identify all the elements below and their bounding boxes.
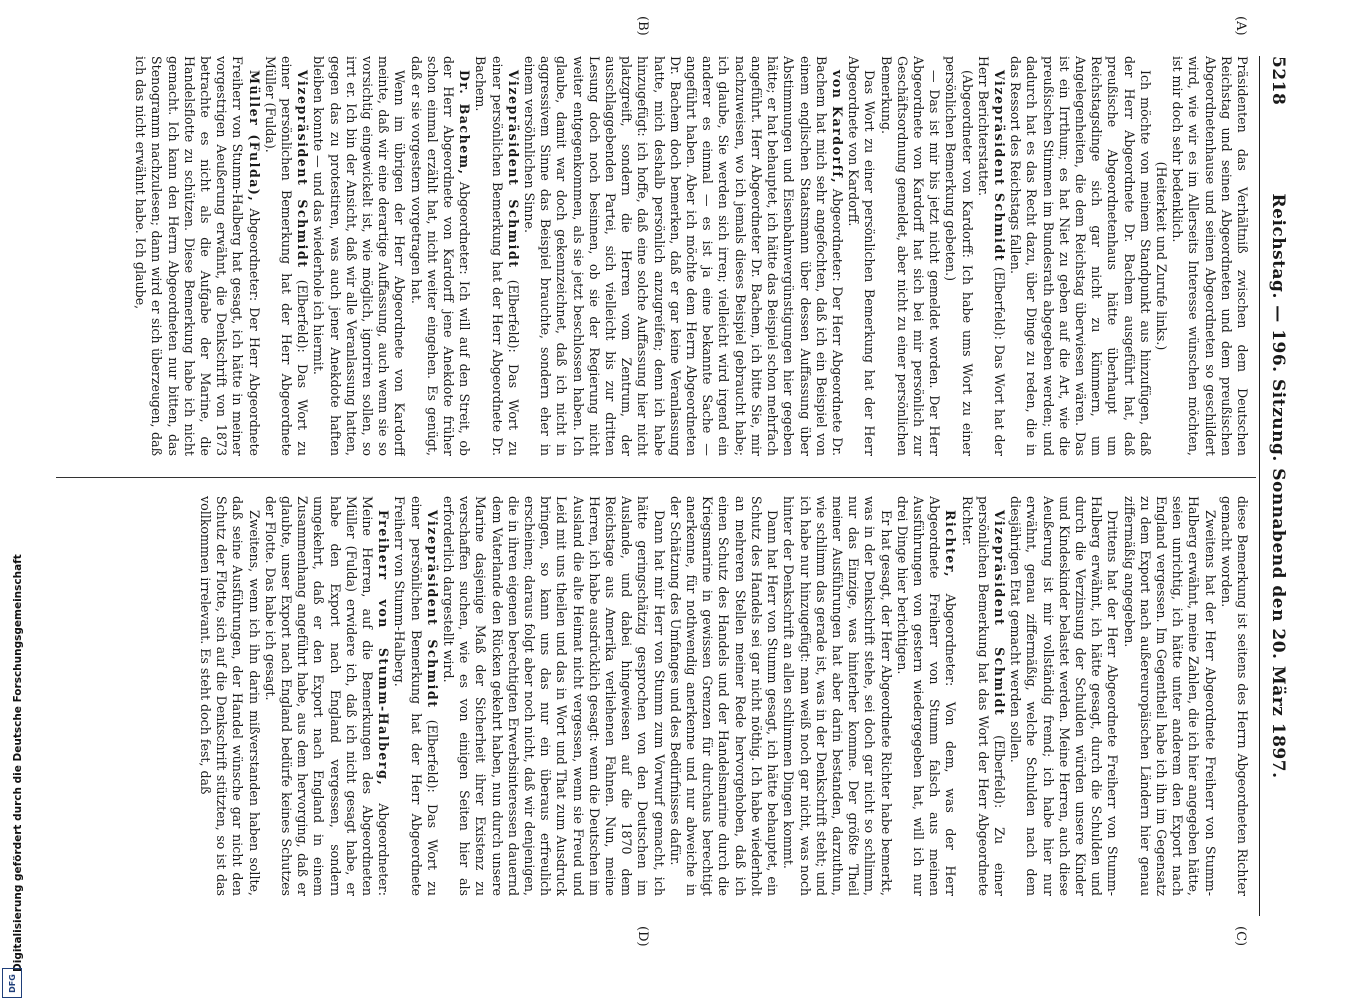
speech-text: Abgeordneter: Der Herr Abgeordnete Dr. Bachem hat mich sehr angefochten, daß ich ein Beispiel von einem englischen Staatsmann über dessen Auffassung über Abstimmungen und Eisenbahnvergünstigungen hier gegeben hätte; er hat behauptet, ich hätte das Beispiel schon mehrfach angeführt. Herr Abgeordneter Dr. Bachem, ich bitte Sie, mir nachzuweisen, wo ich jemals dieses Beispiel gebraucht habe; ich glaube, Sie werden sich irren; vielleicht wird irgend ein anderer es einmal — es ist ja eine bekannte Sache — angeführt haben. Aber ich möchte dem Herrn Abgeordneten Dr. Bachem doch bemerken, daß er gar keine Veranlassung hatte, mich deshalb persönlich anzugreifen; denn ich habe hinzugefügt: ich hoffe, daß eine solche Auffassung hier nicht platzgreift, sondern die Herren vom Zentrum, der ausschlaggebenden Partei, sich vielleicht bis zur dritten Lesung doch noch besinnen, ob sie der Regierung nicht weiter entgegenkommen, als sie jetzt beschlossen haben. Ich glaube, damit war doch gekennzeichnet, daß ich nicht in aggressivem Sinne das Beispiel brauchte, sondern eher in einem versöhnlichen Sinne. xyxy=(522,56,845,456)
margin-marker-a: (A) xyxy=(1233,16,1248,36)
paragraph: Drittens hat der Herr Abgeordnete Freiherr von Stumm-Halberg erwähnt, ich hätte gesagt, durch die Schulden und durch die Verzinsung der Schulden würden unsere Kinder und Kindeskinder belastet werden. Meine Herren, auch diese Aeußerung ist mir vollständig fremd; ich habe hier nur erwähnt, genau ziffermäßig, welche Schulden nach dem diesjährigen Etat gemacht werden sollen. xyxy=(1008,496,1121,896)
paragraph: Zweitens, wenn ich ihn darin mißverstanden haben sollte, daß seine Ausführungen, der Handel wünsche gar nicht den Schutz der Flotte, sich auf die Denkschrift stützten, so ist das vollkommen irrelevant. Es steht doch fest, daß xyxy=(198,496,262,896)
digitization-note: Digitalisierung gefördert durch die Deutsche Forschungsgemeinschaft xyxy=(12,554,24,972)
paragraph xyxy=(407,56,472,456)
paragraph xyxy=(262,56,311,456)
left-column xyxy=(60,56,1250,456)
newspaper-page xyxy=(50,16,1290,947)
paragraph: Er hat gesagt, der Herr Abgeordnete Richter habe bemerkt, was in der Denkschrift stehe, sei doch gar nicht so schlimm, nur das Einzige, was hinterher komme. Der größte Theil meiner Ausführungen hat aber darin bestanden, darzuthun, wie schlimm das gerade ist, was in der Denkschrift steht; und ich habe nur hinzugefügt: man weiß noch gar nicht, was noch hinter der Denkschrift an allen schlimmen Dingen kommt. xyxy=(781,496,894,896)
paragraph: Ich möchte von meinem Standpunkt aus hinzufügen, daß der Herr Abgeordnete Dr. Bachem ausgeführt hat, daß preußische Abgeordnetenhaus hätte überhaupt um Reichstagsdinge sich gar nicht zu kümmern, um Angelegenheiten, die dem Reichstag überwiesen wären. Das ist ein Irrthum; es hat Niet zu geben auf die Art, wie die preußischen Stimmen im Bundesrath abgegeben werden; und dadurch hat es das Recht dazu, über Dinge zu reden, die in das Ressort des Reichstags fallen. xyxy=(1008,56,1153,456)
paragraph xyxy=(521,56,845,456)
margin-marker-b: (B) xyxy=(635,16,650,36)
margin-marker-d: (D) xyxy=(635,926,650,947)
speech-text: (Elberfeld): Das Wort hat der Herr Berichterstatter. xyxy=(975,56,1007,456)
speech-text: Abgeordneter: Meine Herren, auf die Bemerkungen des Abgeordneten Müller (Fulda) erwidere ich, daß ich nicht gesagt habe, er habe den Export nach England vergessen, sondern umgekehrt, daß er den Export nach England in einem Zusammenhang angeführt habe, aus dem hervorging, daß er glaubte, unser Export nach England bedürfe keines Schutzes der Flotte. Das habe ich gesagt. xyxy=(262,496,392,896)
speaker-name: Müller (Fulda), xyxy=(246,70,262,203)
dfg-logo-text: DFG xyxy=(7,973,17,993)
paragraph xyxy=(975,56,1007,456)
paragraph xyxy=(472,56,521,456)
paragraph: Präsidenten das Verhältniß zwischen dem Deutschen Reichstag und seinen Abgeordneten und dem preußischen Abgeordnetenhause und seinen Abgeordneten so geschildert wird, wie wir es im Allerseits Interesse wünschen möchten, ist mir doch sehr bedenklich. xyxy=(1170,56,1250,456)
paragraph: Wenn im übrigen der Herr Abgeordnete von Kardorff meinte, daß wir eine derartige Auffassung, auch wenn sie so vorsichtig eingewickelt ist, wie möglich, ignoriren sollen, so irrt er. Ich bin der Ansicht, daß wir alle Veranlassung hatten, gegen das zu protestiren, was auch jener Anekdote haften bleiben konnte — und das wiederhole ich hiermit. xyxy=(311,56,408,456)
page-number: 5218 xyxy=(1268,56,1288,106)
speech-text: (Elberfeld): Das Wort zu einer persönlichen Bemerkung hat der Herr Abgeordnete Freiherr von Stumm-Halberg. xyxy=(392,496,440,896)
column-divider xyxy=(56,477,1256,478)
speaker-name: von Kardorff, xyxy=(829,70,845,185)
speech-text: Abgeordneter: Ich will auf den Streit, ob der Herr Abgeordnete von Kardorff jene Anekdote früher schon einmal erzählt hat, nicht weiter eingehen. Es genügt, daß er sie vorgestern vorgetragen hat. xyxy=(408,56,473,456)
paragraph xyxy=(132,56,262,456)
running-title: Reichstag. — 196. Sitzung. Sonnabend den 20. März 1897. xyxy=(1268,193,1288,779)
interjection: (Abgeordneter von Kardorff: Ich habe ums Wort zu einer persönlichen Bemerkung gebeten.) xyxy=(943,56,975,456)
paragraph: diese Bemerkung ist seitens des Herrn Abgeordneten Richter gemacht worden. xyxy=(1218,496,1250,896)
paragraph xyxy=(958,496,1007,896)
margin-marker-c: (C) xyxy=(1233,926,1248,947)
speech-text: Abgeordneter: Der Herr Abgeordnete Freiherr von Stumm-Halberg hat gesagt, ich hätte in meiner vorgestrigen Aeußerung erwähnt, die Denkschrift von 1873 betrachte es nicht als die Aufgabe der Marine, die Handelsflotte zu schützen. Diese Bemerkung habe ich nicht gemacht. Ich kann den Herrn Abgeordneten nur bitten, das Stenogramm nachzulesen; dann wird er sich überzeugen, daß ich das nicht erwähnt habe. Ich glaube, xyxy=(133,56,262,456)
header-rule xyxy=(1259,56,1260,916)
paragraph: — Das ist mir bis jetzt nicht gemeldet worden. Der Herr Abgeordnete von Kardorff hat sich bei mir persönlich zur Geschäftsordnung gemeldet, aber nicht zu einer persönlichen Bemerkung. xyxy=(878,56,943,456)
paragraph: Das Wort zu einer persönlichen Bemerkung hat der Herr Abgeordnete von Kardorff. xyxy=(846,56,878,456)
paragraph xyxy=(262,496,392,896)
speaker-name: Richter, xyxy=(943,510,959,579)
speaker-name: Vizepräsident Schmidt xyxy=(991,510,1007,717)
right-column xyxy=(60,496,1250,896)
paragraph: Dann hat mir Herr von Stumm zum Vorwurf gemacht, ich hätte geringschätzig gesprochen von den Deutschen im Auslande, und dabei hingewiesen auf die 1870 dem Reichstage aus Amerika verliehenen Fahnen. Nun, meine Herren, ich habe ausdrücklich gesagt: wenn die Deutschen im Ausland die alte Heimat nicht vergessen, wenn sie Freud und Leid mit uns theilen und das in Wort und That zum Ausdruck bringen, so kann uns das nur ein überaus erfreulich erscheinen; daraus folgt aber noch nicht, daß wir denjenigen, die in ihren eigenen berechtigten Erwerbsinteressen dauernd dem Vaterlande den Rücken gekehrt haben, nun durch unsere Marine dasjenige Maß der Sicherheit ihrer Existenz zu verschaffen suchen, wie es von einigen Seiten hier als erforderlich dargestellt wird. xyxy=(441,496,667,896)
speaker-name: Vizepräsident Schmidt xyxy=(505,70,521,269)
speaker-name: Vizepräsident Schmidt xyxy=(295,70,311,269)
speech-text: Abgeordneter: Von dem, was der Herr Abgeordnete Freiherr von Stumm falsch aus meinen Ausführungen von gestern wiedergegeben hat, will ich nur drei Dinge hier berichtigen. xyxy=(894,496,959,896)
speaker-name: Vizepräsident Schmidt xyxy=(424,510,440,709)
speech-text: (Elberfeld): Zu einer persönlichen Bemerkung hat das Wort der Herr Abgeordnete Richter. xyxy=(959,496,1007,896)
paragraph xyxy=(391,496,440,896)
paragraph xyxy=(894,496,959,896)
paragraph: Zweitens hat der Herr Abgeordnete Freiherr von Stumm-Halberg erwähnt, meine Zahlen, die ich hier angegeben hätte, seien unrichtig, ich hätte unter anderem den Export nach England vergessen. Im Gegentheil habe ich ihn im Gegensatz zu dem Export nach außereuropäischen Ländern hier genau ziffermäßig angegeben. xyxy=(1121,496,1218,896)
speech-text: (Elberfeld): Das Wort zu einer persönlichen Bemerkung hat der Herr Abgeordnete Dr. Bachem. xyxy=(473,56,521,456)
speech-text: (Elberfeld): Das Wort zu einer persönlichen Bemerkung hat der Herr Abgeordnete Müller (Fulda). xyxy=(262,56,311,456)
speaker-name: Vizepräsident Schmidt xyxy=(991,70,1007,263)
page-header xyxy=(1262,56,1290,916)
speaker-name: Freiherr von Stumm-Halberg, xyxy=(376,510,392,787)
interjection: (Heiterkeit und Zurufe links.) xyxy=(1153,161,1169,351)
speaker-name: Dr. Bachem, xyxy=(457,70,473,176)
paragraph: Dann hat Herr von Stumm gesagt, ich hätte behauptet, ein Schutz des Handels sei gar nicht nöthig. Ich habe wiederholt an mehreren Stellen meiner Rede hervorgehoben, daß ich einen Schutz des Handels und der Handelsmarine durch die Kriegsmarine in gewissen Grenzen für durchaus berechtigt anerkenne, für nothwendig anerkenne und nur abweiche in der Schätzung des Umfanges und des Bedürfnisses dafür. xyxy=(667,496,781,896)
dfg-logo xyxy=(2,968,22,998)
footer-strip xyxy=(0,0,24,1000)
